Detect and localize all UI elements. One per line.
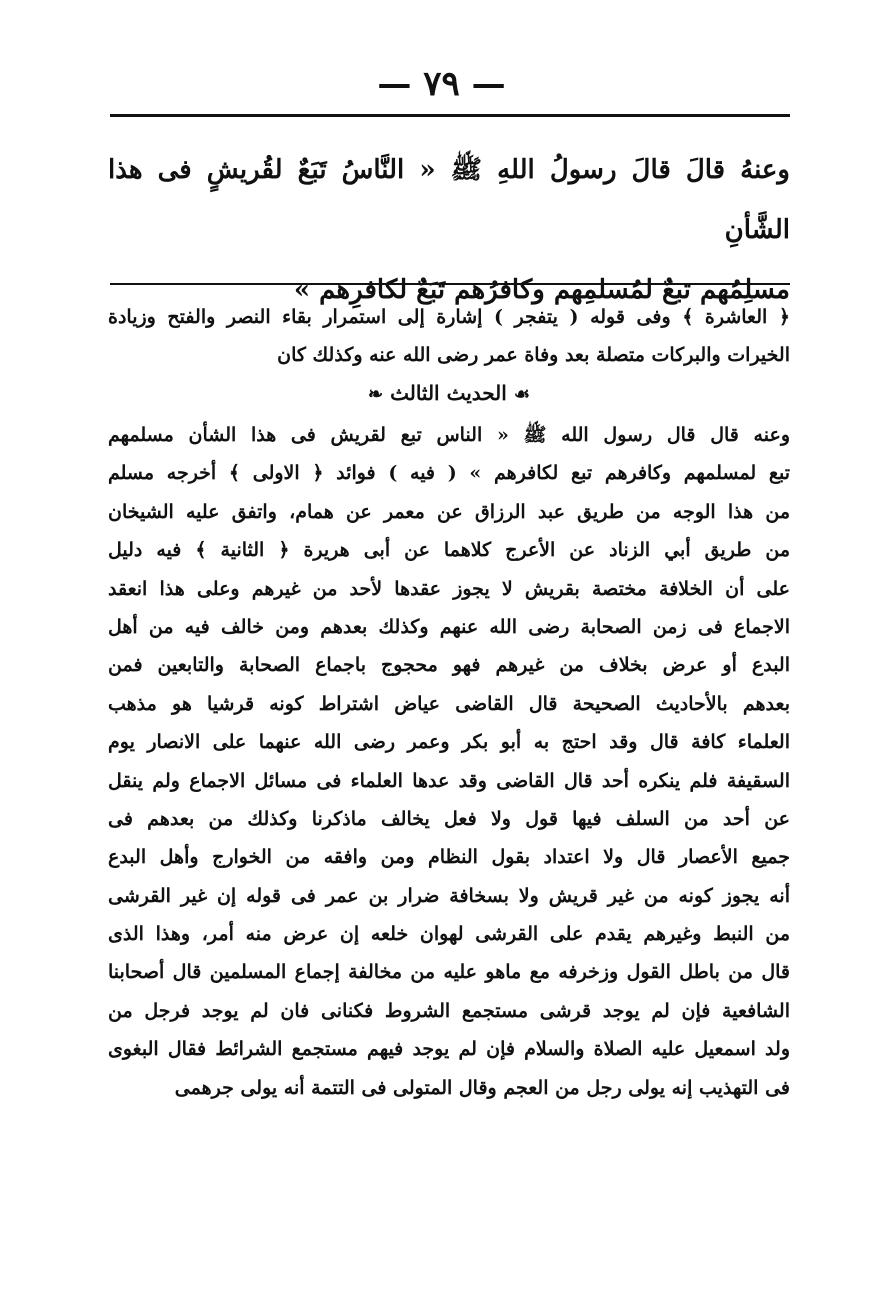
body-line: من طريق أبي الزناد عن الأعرج كلاهما عن أبى هريرة ﴿ الثانية ﴾ فيه دليل (108, 539, 790, 562)
commentary-line: الخيرات والبركات متصلة بعد وفاة عمر رضى الله عنه وكذلك كان (277, 344, 790, 366)
body-line: السقيفة فلم ينكره أحد قال القاضى وقد عدها العلماء فى مسائل الاجماع ولم ينقل (108, 769, 790, 792)
commentary-line: ﴿ العاشرة ﴾ وفى قوله ( يتفجر ) إشارة إلى استمرار بقاء النصر والفتح وزيادة (108, 306, 790, 328)
body-line: الشافعية فإن لم يوجد قرشى مستجمع الشروط فكنانى فان لم يوجد فرجل من (108, 999, 790, 1022)
page-number: — ٧٩ — (377, 64, 506, 104)
body-line: فى التهذيب إنه يولى رجل من العجم وقال المتولى فى التتمة أنه يولى جرهمى (174, 1076, 790, 1099)
body-line: من النبط وغيرهم يقدم على القرشى لهوان خلعه إن عرض منه أمر، وهذا الذى (108, 923, 790, 946)
body-line: وعنه قال قال رسول الله ﷺ « الناس تبع لقريش فى هذا الشأن مسلمهم (108, 424, 790, 446)
hadith-line: مسلِمُهم تبعٌ لمُسلمِهم وكافرُهم تَبَعٌ لكافرِهم » (293, 275, 790, 305)
body-line: أنه يجوز كونه من غير قريش ولا بسخافة ضرار بن عمر فى قوله إن غير القرشى (108, 884, 790, 907)
hadith-line: وعنهُ قالَ قالَ رسولُ اللهِ ﷺ « النَّاسُ تَبَعٌ لقُريشٍ فى هذا الشَّأنِ (108, 155, 790, 245)
ornament-icon: ❧ (368, 384, 384, 405)
body-line: البدع أو عرض بخلاف من غيرهم فهو محجوج باجماع الصحابة والتابعين فمن (108, 654, 790, 677)
section-heading (108, 376, 790, 410)
body-line: تبع لمسلمهم وكافرهم تبع لكافرهم » ( فيه ) فوائد ﴿ الاولى ﴾ أخرجه مسلم (108, 462, 790, 485)
commentary-block (108, 298, 790, 1107)
body-line: على أن الخلافة مختصة بقريش لا يجوز عقدها لأحد من غيرهم وعلى هذا انعقد (108, 577, 790, 600)
body-line: من هذا الوجه من طريق عبد الرزاق عن معمر عن همام، واتفق عليه الشيخان (108, 500, 790, 523)
body-line: بعدهم بالأحاديث الصحيحة قال القاضى عياض اشتراط كونه قرشيا هو مذهب (108, 692, 790, 715)
body-line: العلماء كافة قال وقد احتج به أبو بكر وعمر رضى الله عنهما على الانصار يوم (108, 731, 790, 754)
separator-rule (110, 283, 790, 285)
ornament-icon: ☙ (513, 384, 530, 405)
body-line: الاجماع فى زمن الصحابة رضى الله عنهم وكذلك بعدهم ومن خالف فيه من أهل (108, 615, 790, 638)
body-line: جميع الأعصار قال ولا اعتداد بقول النظام ومن وافقه من الخوارج وأهل البدع (108, 846, 790, 869)
body-line: عن أحد من السلف فيها قول ولا فعل يخالف ماذكرنا وكذلك من بعدهم فى (108, 807, 790, 830)
body-line: قال من باطل القول وزخرفه مع ماهو عليه من مخالفة إجماع المسلمين قال أصحابنا (108, 961, 790, 984)
top-rule (110, 114, 790, 117)
section-heading-text: الحديث الثالث (390, 381, 507, 405)
body-line: ولد اسمعيل عليه الصلاة والسلام فإن لم يوجد فيهم مستجمع الشرائط فقال البغوى (108, 1038, 790, 1061)
hadith-text-block (108, 140, 790, 320)
body-text-block (108, 416, 790, 1107)
